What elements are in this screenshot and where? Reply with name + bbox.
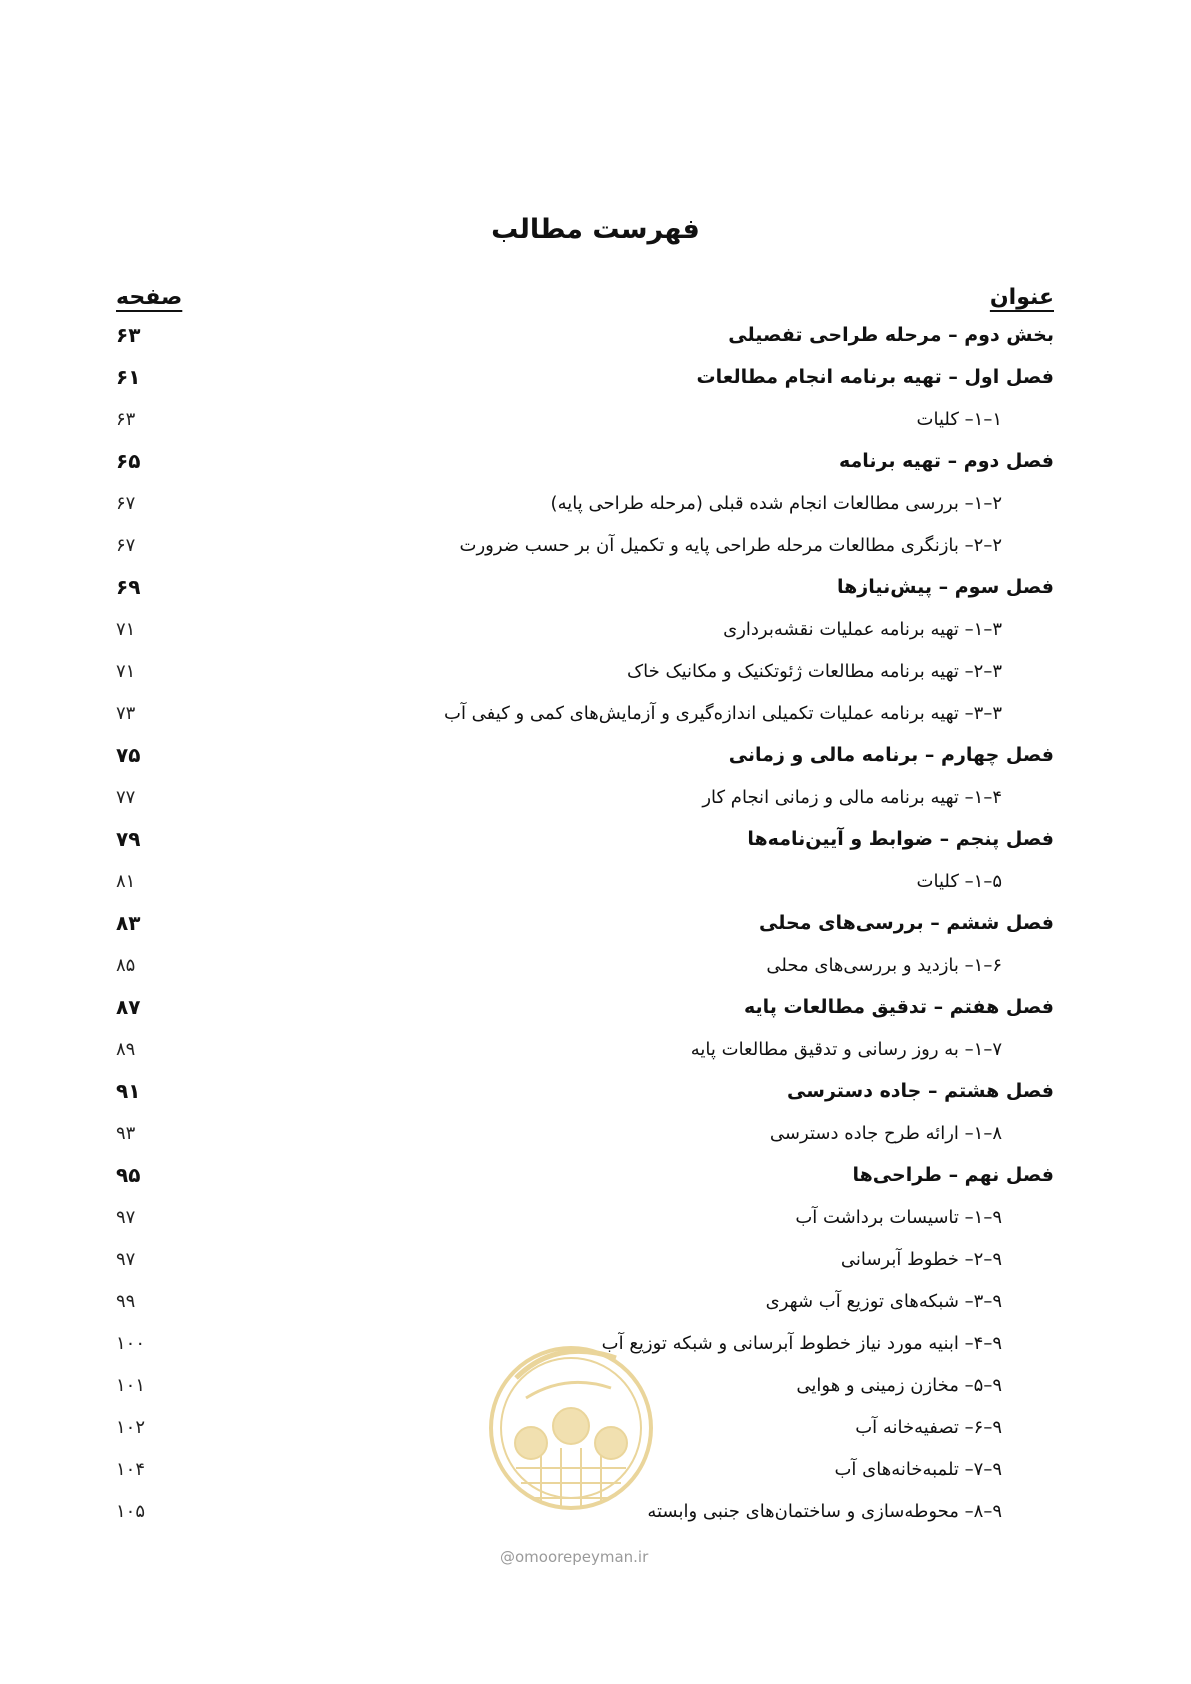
column-title-header: عنوان: [989, 285, 1054, 310]
toc-entry-page: ۹۳: [116, 1122, 136, 1144]
toc-entry-title: فصل ششم – بررسی‌های محلی: [759, 912, 1054, 934]
toc-entry-title: ۹–۱– تاسیسات برداشت آب: [795, 1206, 1002, 1228]
toc-entry-page: ۱۰۵: [116, 1500, 146, 1522]
toc-section-row: [116, 944, 1054, 986]
toc-entry-title: ۶–۱– بازدید و بررسی‌های محلی: [766, 954, 1002, 976]
toc-chapter-row: [116, 1154, 1054, 1196]
watermark-url: @omoorepeyman.ir: [500, 1548, 649, 1566]
toc-entry-title: ۳–۲– تهیه برنامه مطالعات ژئوتکنیک و مکانیک خاک: [627, 660, 1002, 682]
toc-entry-page: ۶۷: [116, 534, 136, 556]
toc-entry-title: فصل دوم – تهیه برنامه: [838, 450, 1054, 472]
toc-entry-page: ۷۷: [116, 786, 136, 808]
toc-chapter-row: [116, 566, 1054, 608]
toc-section-row: [116, 1238, 1054, 1280]
toc-entry-title: ۵–۱– کلیات: [916, 870, 1002, 892]
toc-entry-page: ۹۷: [116, 1206, 136, 1228]
toc-entry-page: ۸۷: [116, 995, 141, 1019]
toc-entry-title: ۳–۱– تهیه برنامه عملیات نقشه‌برداری: [723, 618, 1002, 640]
toc-entry-page: ۱۰۱: [116, 1374, 146, 1396]
toc-header: [116, 276, 1054, 310]
toc-entry-title: ۱–۱– کلیات: [916, 408, 1002, 430]
toc-chapter-row: [116, 356, 1054, 398]
toc-section-row: [116, 1448, 1054, 1490]
toc-entry-title: فصل نهم – طراحی‌ها: [852, 1164, 1054, 1186]
toc-entry-page: ۱۰۰: [116, 1332, 146, 1354]
toc-section-row: [116, 1364, 1054, 1406]
toc-entry-title: ۹–۸– محوطه‌سازی و ساختمان‌های جنبی وابسته: [647, 1500, 1002, 1522]
toc-chapter-row: [116, 1070, 1054, 1112]
toc-section-row: [116, 1280, 1054, 1322]
toc-section-row: [116, 1490, 1054, 1532]
toc-section-row: [116, 1112, 1054, 1154]
toc-entry-page: ۹۱: [116, 1079, 141, 1103]
toc-entry-title: ۸–۱– ارائه طرح جاده دسترسی: [769, 1122, 1002, 1144]
toc-section-row: [116, 692, 1054, 734]
toc-entry-title: ۴–۱– تهیه برنامه مالی و زمانی انجام کار: [702, 786, 1002, 808]
toc-section-row: [116, 1196, 1054, 1238]
toc-entry-title: ۹–۵– مخازن زمینی و هوایی: [796, 1374, 1002, 1396]
toc-entry-page: ۶۷: [116, 492, 136, 514]
toc-entry-page: ۹۹: [116, 1290, 136, 1312]
toc-section-row: [116, 1322, 1054, 1364]
toc-entry-title: فصل پنجم – ضوابط و آیین‌نامه‌ها: [747, 828, 1054, 850]
toc-entry-title: ۲–۱– بررسی مطالعات انجام شده قبلی (مرحله طراحی پایه): [550, 492, 1002, 514]
toc-entry-title: فصل هشتم – جاده دسترسی: [787, 1080, 1054, 1102]
toc-entry-page: ۷۱: [116, 660, 136, 682]
toc-entry-title: ۳–۳– تهیه برنامه عملیات تکمیلی اندازه‌گیری و آزمایش‌های کمی و کیفی آب: [444, 702, 1002, 724]
toc-entry-page: ۶۹: [116, 575, 141, 599]
toc-section-row: [116, 1028, 1054, 1070]
toc-entry-page: ۷۹: [116, 827, 141, 851]
toc-section-row: [116, 524, 1054, 566]
toc-chapter-row: [116, 440, 1054, 482]
toc-entry-page: ۸۳: [116, 911, 141, 935]
toc-entry-page: ۶۳: [116, 408, 136, 430]
toc-entry-page: ۶۳: [116, 323, 141, 347]
toc-entry-page: ۶۵: [116, 449, 141, 473]
table-of-contents: [116, 314, 1054, 1532]
toc-entry-title: ۹–۴– ابنیه مورد نیاز خطوط آبرسانی و شبکه توزیع آب: [601, 1332, 1002, 1354]
toc-section-row: [116, 650, 1054, 692]
toc-section-row: [116, 1406, 1054, 1448]
toc-section-row: [116, 398, 1054, 440]
toc-section-row: [116, 482, 1054, 524]
toc-entry-title: بخش دوم – مرحله طراحی تفصیلی: [728, 324, 1054, 346]
toc-entry-title: فصل اول – تهیه برنامه انجام مطالعات: [696, 366, 1054, 388]
toc-entry-title: ۷–۱– به روز رسانی و تدقیق مطالعات پایه: [690, 1038, 1002, 1060]
toc-entry-title: ۹–۲– خطوط آبرسانی: [840, 1248, 1002, 1270]
toc-entry-page: ۹۵: [116, 1163, 141, 1187]
toc-entry-page: ۹۷: [116, 1248, 136, 1270]
column-page-header: صفحه: [116, 285, 183, 310]
toc-chapter-row: [116, 734, 1054, 776]
toc-entry-page: ۸۹: [116, 1038, 136, 1060]
toc-entry-page: ۷۳: [116, 702, 136, 724]
toc-section-row: [116, 776, 1054, 818]
toc-chapter-row: [116, 818, 1054, 860]
toc-entry-title: ۹–۷– تلمبه‌خانه‌های آب: [834, 1458, 1002, 1480]
toc-chapter-row: [116, 902, 1054, 944]
toc-chapter-row: [116, 986, 1054, 1028]
toc-entry-title: فصل هفتم – تدقیق مطالعات پایه: [743, 996, 1054, 1018]
toc-entry-title: فصل سوم – پیش‌نیازها: [836, 576, 1054, 598]
toc-entry-page: ۸۵: [116, 954, 136, 976]
toc-entry-page: ۸۱: [116, 870, 136, 892]
toc-entry-page: ۷۱: [116, 618, 136, 640]
toc-entry-title: فصل چهارم – برنامه مالی و زمانی: [728, 744, 1054, 766]
toc-entry-page: ۱۰۴: [116, 1458, 146, 1480]
toc-entry-page: ۶۱: [116, 365, 141, 389]
toc-entry-page: ۱۰۲: [116, 1416, 146, 1438]
toc-entry-title: ۲–۲– بازنگری مطالعات مرحله طراحی پایه و تکمیل آن بر حسب ضرورت: [459, 534, 1002, 556]
toc-section-row: [116, 860, 1054, 902]
page-title: فهرست مطالب: [491, 214, 700, 245]
toc-entry-title: ۹–۶– تصفیه‌خانه آب: [855, 1416, 1002, 1438]
toc-entry-title: ۹–۳– شبکه‌های توزیع آب شهری: [765, 1290, 1002, 1312]
toc-chapter-row: [116, 314, 1054, 356]
toc-section-row: [116, 608, 1054, 650]
toc-entry-page: ۷۵: [116, 743, 141, 767]
